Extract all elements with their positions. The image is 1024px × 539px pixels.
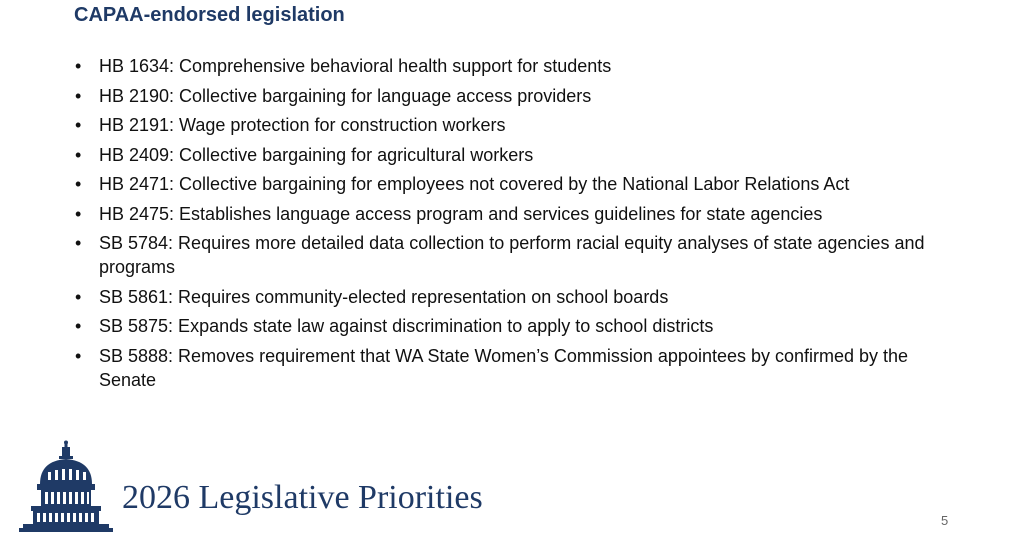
page-number: 5 (941, 513, 949, 528)
list-item: • HB 2191: Wage protection for construction workers (75, 113, 935, 137)
list-item: • SB 5861: Requires community-elected representation on school boards (75, 285, 935, 309)
list-item: • HB 2471: Collective bargaining for employees not covered by the National Labor Relations Act (75, 172, 935, 196)
list-item: • HB 2190: Collective bargaining for language access providers (75, 84, 935, 108)
list-item: • HB 2409: Collective bargaining for agricultural workers (75, 143, 935, 167)
capitol-dome-icon (18, 440, 114, 534)
list-item: • SB 5875: Expands state law against discrimination to apply to school districts (75, 314, 935, 338)
list-item: • HB 2475: Establishes language access program and services guidelines for state agencies (75, 202, 935, 226)
footer-title: 2026 Legislative Priorities (122, 479, 483, 516)
slide-title: CAPAA-endorsed legislation (74, 4, 345, 26)
legislation-list (75, 54, 935, 397)
list-item: • HB 1634: Comprehensive behavioral health support for students (75, 54, 935, 78)
list-item: • SB 5784: Requires more detailed data collection to perform racial equity analyses of state agencies and programs (75, 231, 935, 279)
list-item: • SB 5888: Removes requirement that WA State Women’s Commission appointees by confirmed by the Senate (75, 344, 935, 392)
